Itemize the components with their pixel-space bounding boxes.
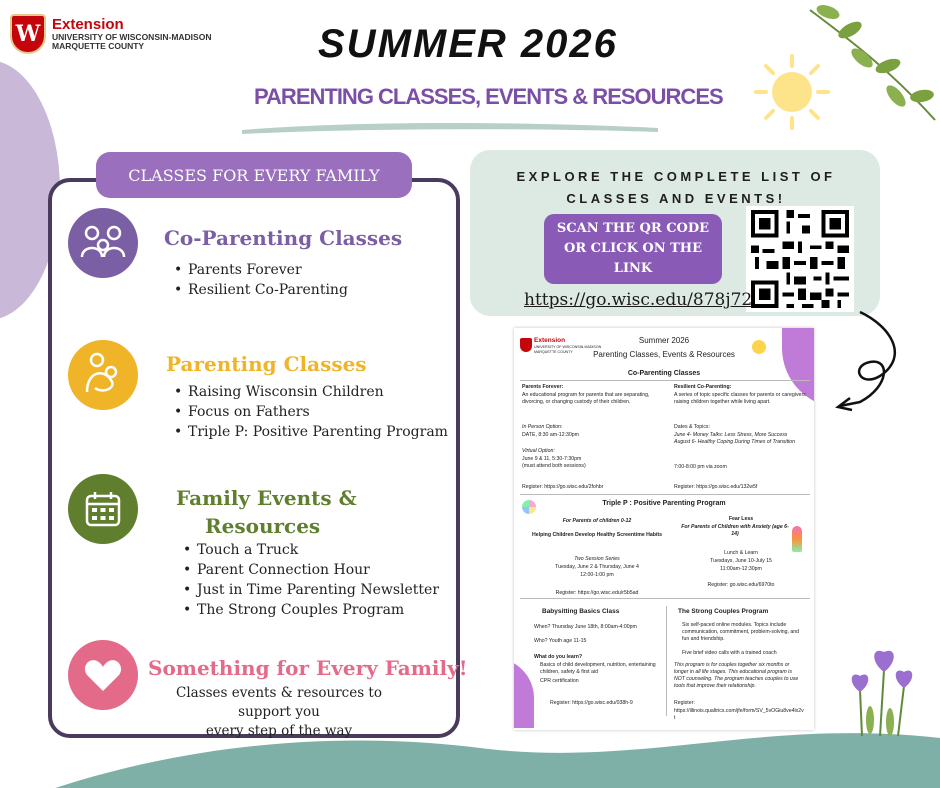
list-item: • Raising Wisconsin Children bbox=[174, 384, 448, 404]
flyer-rc-d2: August 6- Healthy Coping During Times of Transition bbox=[674, 439, 795, 445]
flyer-bb-register[interactable]: Register: https://go.wisc.edu/038h-9 bbox=[550, 700, 633, 706]
flyer-decor-left bbox=[514, 658, 534, 728]
flyer-ball-icon bbox=[522, 500, 536, 514]
co-parenting-list bbox=[174, 262, 348, 302]
flyer-tp-right-dates: Tuesdays, June 10-July 15 bbox=[710, 558, 772, 564]
flyer-preview[interactable] bbox=[514, 328, 814, 730]
flyer-pf-register[interactable]: Register: https://go.wisc.edu/2fohbr bbox=[522, 484, 604, 490]
flyer-title2: Parenting Classes, Events & Resources bbox=[593, 350, 735, 359]
flyer-tp-right-title: Fear Less bbox=[728, 516, 754, 522]
flyer-sc-note: This program is for couples together six months or longer in all life stages. This educational program is NOT counseling. The program teaches couples to use tools that improve their relationship. bbox=[674, 662, 799, 689]
every-family-description bbox=[148, 684, 410, 741]
list-item: • Triple P: Positive Parenting Program bbox=[174, 424, 448, 444]
co-parenting-title: Co-Parenting Classes bbox=[164, 226, 403, 250]
flyer-bb-who: Who? Youth age 11-15 bbox=[534, 638, 587, 644]
logo-name: Extension bbox=[52, 16, 124, 34]
flyer-logo-sub2: MARQUETTE COUNTY bbox=[534, 350, 573, 354]
flyer-rc-title: Resilient Co-Parenting: bbox=[674, 384, 732, 390]
extension-logo bbox=[10, 14, 211, 54]
flyer-tp-left-series: Two Session Series bbox=[574, 556, 620, 562]
crest-letter: W bbox=[15, 21, 41, 47]
flyer-pf-virtual-note: (must attend both sessions) bbox=[522, 463, 586, 469]
flyer-rc-d1: June 4- Money Talks: Less Stress, More Success bbox=[674, 432, 788, 438]
flyer-pf-inperson: In Person Option: bbox=[522, 424, 563, 430]
flyer-sc-l1: Six self-paced online modules. Topics include communication, commitment, problem-solving, and fun and friendship. bbox=[682, 622, 800, 642]
flyer-sc-title: The Strong Couples Program bbox=[678, 608, 769, 615]
crocus-flowers-icon bbox=[840, 640, 920, 736]
logo-sub2: MARQUETTE COUNTY bbox=[52, 40, 145, 51]
classes-panel-header: CLASSES FOR EVERY FAMILY bbox=[96, 152, 412, 198]
family-events-list bbox=[183, 542, 439, 622]
flyer-rc-register[interactable]: Register: https://go.wisc.edu/132w5f bbox=[674, 484, 758, 490]
parent-child-icon bbox=[68, 340, 138, 410]
curly-arrow-icon bbox=[820, 306, 910, 416]
flyer-title1: Summer 2026 bbox=[638, 336, 690, 345]
flyer-sc-l2: Five brief video calls with a trained coach bbox=[682, 650, 777, 656]
explore-line: EXPLORE THE COMPLETE LIST OF bbox=[516, 169, 836, 184]
flyer-pf-date: DATE, 8:30 am-12:30pm bbox=[522, 432, 579, 438]
flyer-co-header: Co-Parenting Classes bbox=[627, 370, 701, 377]
explore-heading bbox=[486, 166, 866, 210]
list-item: • Parent Connection Hour bbox=[183, 562, 439, 582]
flyer-sun-icon bbox=[752, 340, 766, 354]
flyer-logo-sub1: UNIVERSITY OF WISCONSIN-MADISON bbox=[534, 345, 602, 349]
desc-line: Classes events & resources to support you bbox=[176, 685, 382, 720]
list-item: • Resilient Co-Parenting bbox=[174, 282, 348, 302]
flyer-popsicle-icon bbox=[792, 526, 802, 552]
logo-sub1: UNIVERSITY OF WISCONSIN-MADISON bbox=[52, 31, 212, 42]
flyer-pf-desc: An educational program for parents that are separating, divorcing, or changing custody of their children. bbox=[522, 392, 650, 405]
family-events-title-2: Resources bbox=[205, 514, 321, 538]
list-item: • Focus on Fathers bbox=[174, 404, 448, 424]
flyer-sc-register-label: Register: bbox=[674, 700, 695, 706]
flyer-rc-desc: A series of topic specific classes for parents or caregivers raising children together while living apart. bbox=[674, 392, 806, 405]
flyer-sc-register[interactable]: https://illinois.qualtrics.com/jfe/form/SV_5vOGiu8ve4lx2vt bbox=[674, 708, 804, 721]
every-family-title: Something for Every Family! bbox=[148, 656, 468, 680]
family-icon bbox=[68, 208, 138, 278]
flyer-tp-header: Triple P : Positive Parenting Program bbox=[602, 500, 726, 507]
calendar-icon bbox=[68, 474, 138, 544]
family-events-title-1: Family Events & bbox=[176, 486, 357, 510]
flyer-bb-title: Babysitting Basics Class bbox=[542, 608, 620, 615]
page-title: SUMMER 2026 bbox=[318, 22, 618, 66]
flyer-bb-when: When? Thursday June 18th, 8:00am-4:00pm bbox=[534, 624, 637, 630]
flyer-rc-dates: Dates & Topics: bbox=[674, 424, 710, 430]
page-subtitle: PARENTING CLASSES, EVENTS & RESOURCES bbox=[254, 84, 723, 109]
scan-line: OR CLICK ON THE LINK bbox=[564, 241, 702, 276]
flyer-tp-right-time: 11:00am-12:30pm bbox=[720, 566, 762, 572]
parenting-title: Parenting Classes bbox=[166, 352, 367, 376]
flyer-tp-right-type: Lunch & Learn bbox=[724, 550, 758, 556]
flyer-tp-right-register[interactable]: Register: go.wisc.edu/6970to bbox=[707, 582, 775, 588]
flyer-tp-left-time: 12:00-1:00 pm bbox=[580, 572, 614, 578]
list-item: • Touch a Truck bbox=[183, 542, 439, 562]
flyer-bb-l2: CPR certification bbox=[540, 678, 579, 684]
flyer-tp-right-sub: For Parents of Children with Anxiety (age 6-14) bbox=[681, 524, 789, 537]
flyer-pf-virtual: Virtual Option: bbox=[522, 448, 555, 454]
heart-icon bbox=[68, 640, 138, 710]
leaf-vine-icon bbox=[800, 0, 940, 130]
flyer-pf-title: Parents Forever: bbox=[522, 384, 564, 390]
flyer-bb-l1: Basics of child development, nutrition, entertaining children, safety & first aid bbox=[540, 662, 656, 675]
scan-line: SCAN THE QR CODE bbox=[556, 221, 710, 236]
flyer-logo-name: Extension bbox=[534, 337, 566, 344]
decorative-brush-stroke bbox=[240, 118, 660, 138]
flyer-tp-left-title: Helping Children Develop Healthy Screentime Habits bbox=[532, 532, 663, 538]
list-item: • The Strong Couples Program bbox=[183, 602, 439, 622]
flyer-tp-left-dates: Tuesday, June 2 & Thursday, June 4 bbox=[555, 564, 639, 570]
parenting-list bbox=[174, 384, 448, 444]
scan-qr-button[interactable] bbox=[544, 214, 722, 284]
list-item: • Parents Forever bbox=[174, 262, 348, 282]
list-item: • Just in Time Parenting Newsletter bbox=[183, 582, 439, 602]
desc-line: every step of the way bbox=[205, 723, 353, 739]
qr-code-icon[interactable] bbox=[746, 206, 854, 312]
flyer-bb-learn: What do you learn? bbox=[534, 654, 583, 660]
explore-line: CLASSES AND EVENTS! bbox=[566, 191, 786, 206]
flyer-tp-left-sub: For Parents of children 0-12 bbox=[562, 518, 632, 524]
classes-link[interactable]: https://go.wisc.edu/878j72 bbox=[524, 290, 753, 310]
uw-crest-icon bbox=[10, 14, 46, 54]
flyer-tp-left-register[interactable]: Register: https://go.wisc.edu/r5b5ad bbox=[555, 590, 639, 596]
flyer-pf-virtual-dates: June 9 & 11, 5:30-7:30pm bbox=[522, 456, 582, 462]
flyer-rc-time: 7:00-8:00 pm via zoom bbox=[674, 464, 727, 470]
